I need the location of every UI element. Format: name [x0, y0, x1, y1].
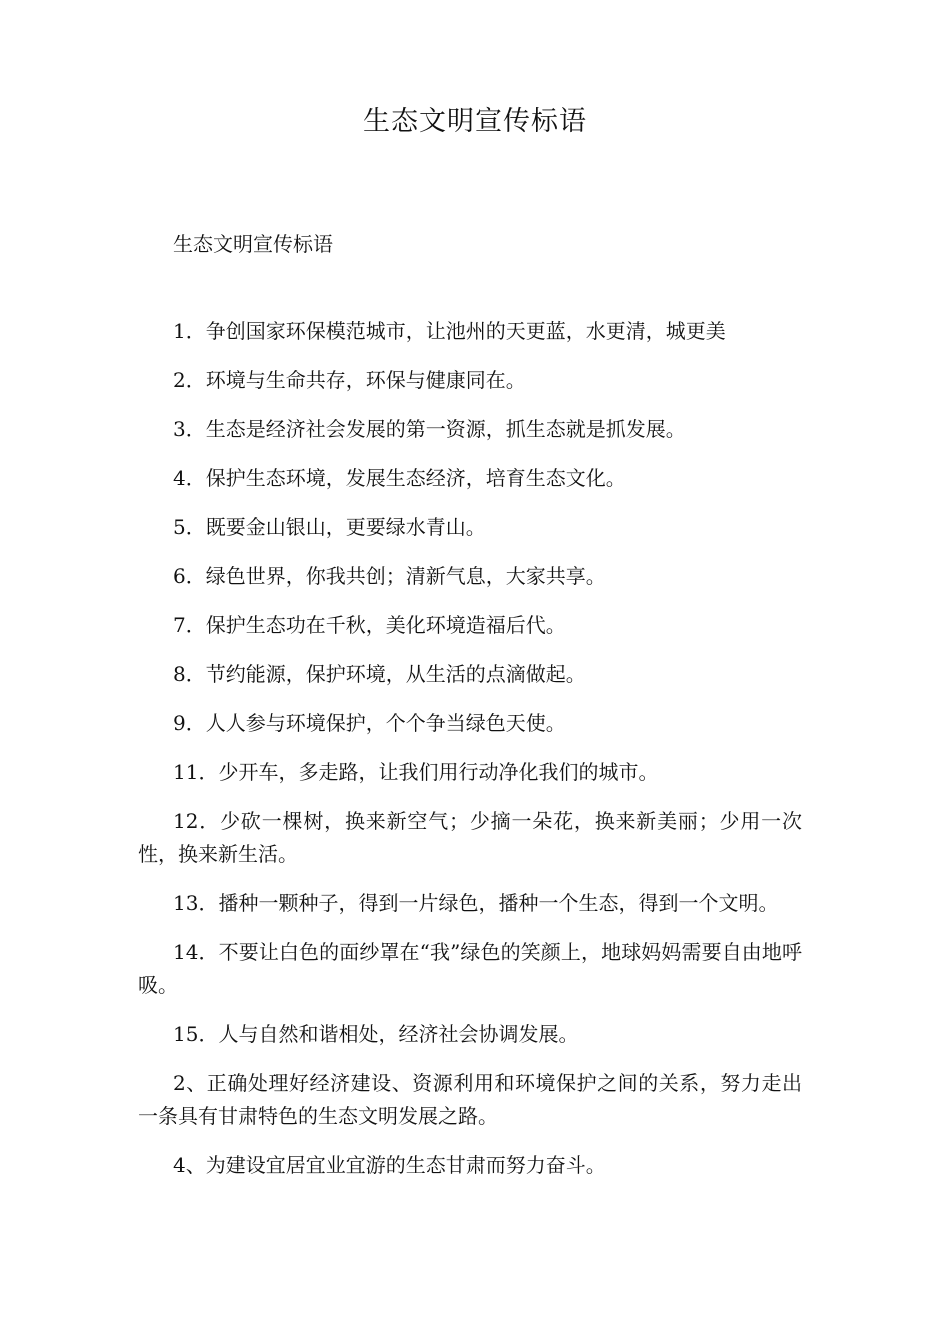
- slogan-item-13: 13．播种一颗种子，得到一片绿色，播种一个生态，得到一个文明。: [173, 891, 779, 915]
- slogan-item-extra-2: 2、正确处理好经济建设、资源利用和环境保护之间的关系，努力走出一条具有甘肃特色的生态文明发展之路。: [138, 1071, 802, 1128]
- document-subtitle: 生态文明宣传标语: [173, 232, 333, 256]
- slogan-item-15: 15．人与自然和谐相处，经济社会协调发展。: [173, 1022, 579, 1046]
- document-title: 生态文明宣传标语: [363, 106, 587, 137]
- slogan-item-8: 8．节约能源，保护环境，从生活的点滴做起。: [173, 662, 586, 686]
- slogan-item-1: 1．争创国家环保模范城市，让池州的天更蓝，水更清，城更美: [173, 319, 726, 343]
- slogan-item-14: 14．不要让白色的面纱罩在“我”绿色的笑颜上，地球妈妈需要自由地呼吸。: [138, 940, 802, 997]
- slogan-item-11: 11．少开车，多走路，让我们用行动净化我们的城市。: [173, 760, 659, 784]
- slogan-item-5: 5．既要金山银山，更要绿水青山。: [173, 515, 486, 539]
- slogan-item-6: 6．绿色世界，你我共创；清新气息，大家共享。: [173, 564, 606, 588]
- slogan-item-4: 4．保护生态环境，发展生态经济，培育生态文化。: [173, 466, 626, 490]
- slogan-list: [138, 315, 802, 1198]
- slogan-item-9: 9．人人参与环境保护，个个争当绿色天使。: [173, 711, 566, 735]
- slogan-item-7: 7．保护生态功在千秋，美化环境造福后代。: [173, 613, 566, 637]
- slogan-item-2: 2．环境与生命共存，环保与健康同在。: [173, 368, 526, 392]
- slogan-item-extra-4: 4、为建设宜居宜业宜游的生态甘肃而努力奋斗。: [173, 1153, 606, 1177]
- slogan-item-12: 12．少砍一棵树，换来新空气；少摘一朵花，换来新美丽；少用一次性，换来新生活。: [138, 809, 802, 866]
- slogan-item-3: 3．生态是经济社会发展的第一资源，抓生态就是抓发展。: [173, 417, 686, 441]
